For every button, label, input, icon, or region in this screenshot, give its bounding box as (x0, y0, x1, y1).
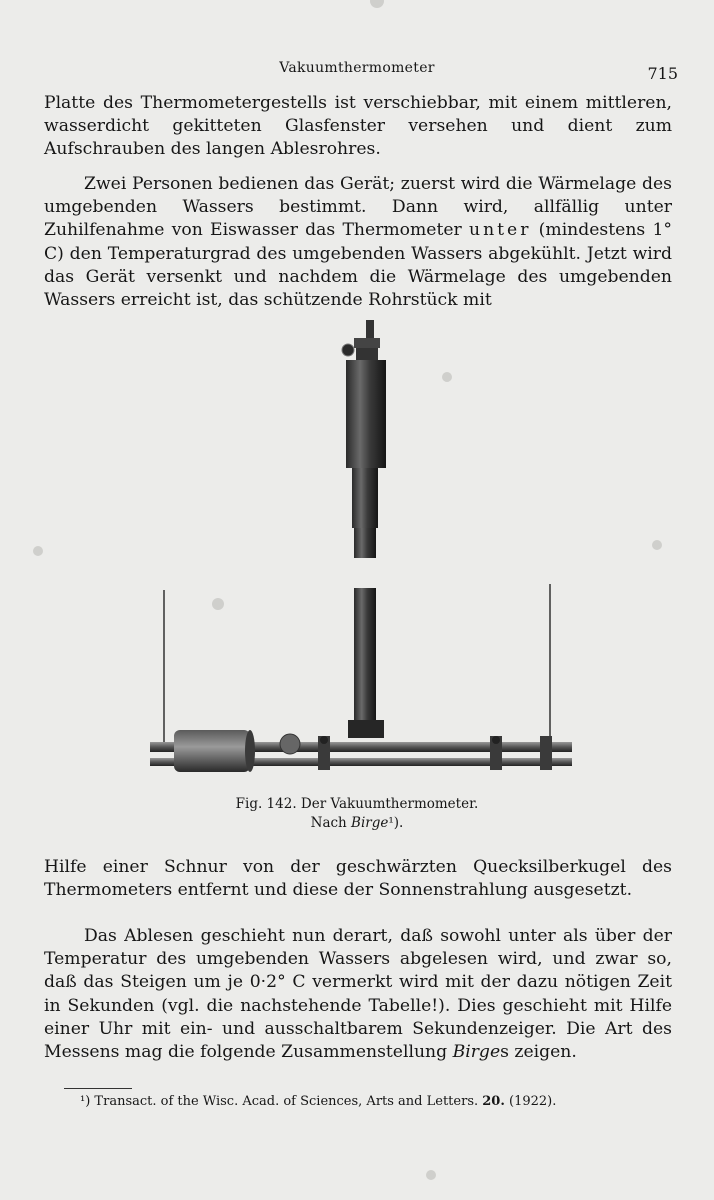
footnote-year: (1922). (504, 1094, 557, 1109)
footnote-volume: 20. (482, 1094, 505, 1109)
running-title: Vakuumthermometer (279, 60, 435, 76)
vacuum-thermometer-figure (140, 312, 580, 792)
caption-text: Nach (310, 815, 352, 831)
paragraph-text: Hilfe einer Schnur von der geschwärzten Quecksilberkugel des Thermometers entfernt und diese der Sonnenstrahlung ausgesetzt. (44, 857, 672, 901)
paper-stain (370, 0, 384, 8)
paragraph-text: s zeigen. (500, 1042, 577, 1063)
page-number: 715 (647, 64, 678, 83)
paper-stain (652, 540, 662, 550)
footnote (80, 1094, 556, 1109)
paragraph-text: Zwei Personen bedienen das Gerät; zuerst wird die Wärmelage des umgebenden Wassers bestimmt. Dann wird, allfällig unter Zuhilfenahme von Eiswasser das Thermometer (44, 174, 672, 241)
paper-stain (33, 546, 43, 556)
paragraph-text: Das Ablesen geschieht nun derart, daß sowohl unter als über der Temperatur des umgebenden Wassers abgelesen wird, und zwar so, daß das Steigen um je 0·2° C vermerkt wird mit der dazu nötigen Zeit in Sekunden (vgl. die nachstehende Tabelle!). Dies geschieht mit Hilfe einer Uhr mit ein- und ausschaltbarem Sekundenzeiger. Die Art des Messens mag die folgende Zusammenstellung (44, 926, 672, 1063)
caption-footnote-ref: ¹). (388, 815, 404, 831)
caption-author: Birge (351, 815, 389, 831)
paragraph-reading (44, 925, 672, 1064)
paragraph-procedure (44, 173, 672, 312)
emphasized-word: unter (469, 220, 532, 241)
mercury-bulb-cylinder (174, 730, 255, 772)
paragraph-continued-2 (44, 856, 672, 902)
figure-caption-line2 (0, 815, 714, 831)
lower-tube (348, 588, 384, 738)
thermometer-illustration (140, 312, 580, 792)
footnote-text: Transact. of the Wisc. Acad. of Sciences, Arts and Letters. (90, 1094, 483, 1109)
upper-tube (342, 320, 386, 558)
paper-stain (426, 1170, 436, 1180)
figure-caption-line1: Fig. 142. Der Vakuumthermometer. (235, 796, 479, 812)
footnote-marker: ¹) (80, 1094, 91, 1109)
paragraph-continued (44, 92, 672, 162)
paragraph-text: Platte des Thermometergestells ist verschiebbar, mit einem mittleren, wasserdicht gekitteten Glasfenster versehen und dient zum Aufschrauben des langen Ablesrohres. (44, 93, 672, 160)
author-name: Birge (452, 1042, 501, 1063)
footnote-rule (64, 1088, 132, 1089)
paragraph-text: (mindestens 1° C) den Temperaturgrad des umgebenden Wassers abgekühlt. Jetzt wird das Gerät versenkt und nachdem die Wärmelage des umgebenden Wassers erreicht ist, das schützende Rohrstück mit (44, 220, 672, 311)
